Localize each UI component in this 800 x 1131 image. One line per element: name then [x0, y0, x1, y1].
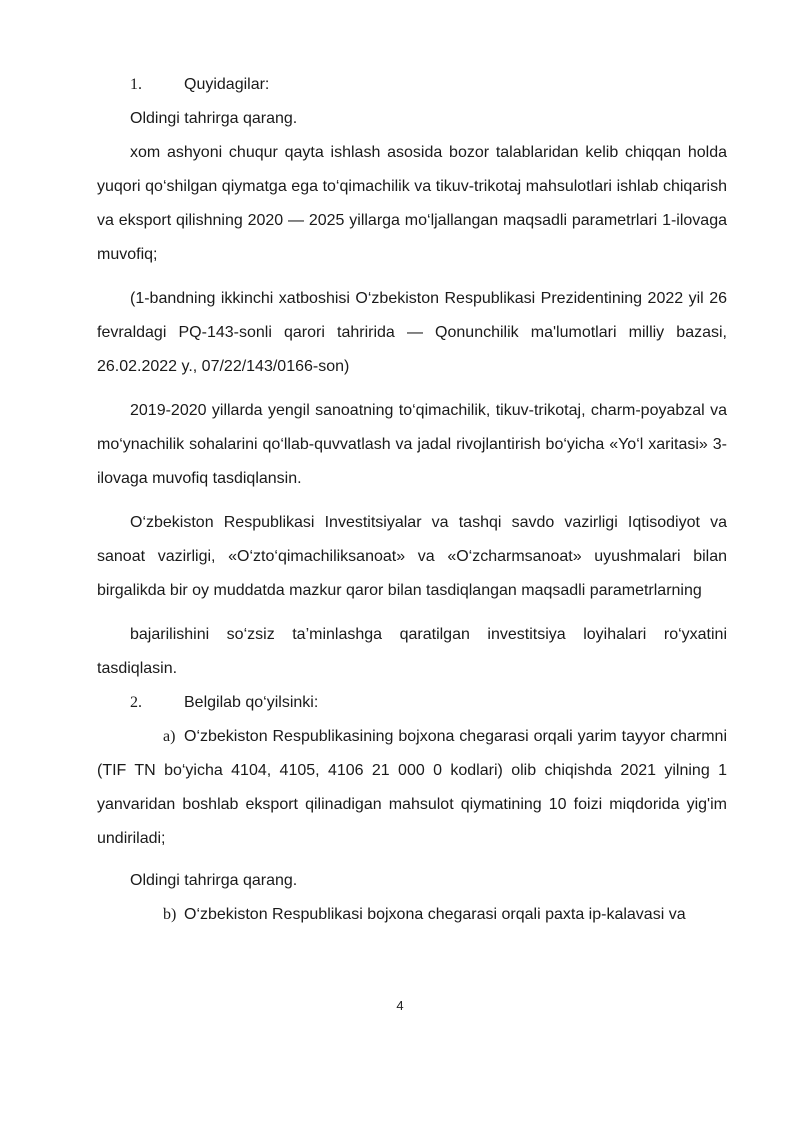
sub-item-marker: b) [163, 906, 177, 923]
sub-item-a [97, 720, 727, 856]
page-number: 4 [396, 998, 404, 1013]
list-item-number: 2. [130, 694, 142, 711]
sub-item-marker: a) [163, 728, 176, 745]
document-body [97, 68, 727, 932]
paragraph-raw-material: xom ashyoni chuqur qayta ishlash asosida bozor talablaridan kelib chiqqan holda yuqori qo‘shilgan qiymatga ega to‘qimachilik va tikuv-trikotaj mahsulotlari ishlab chiqarish va eksport qilishning 2020 — 2025 yillarga mo‘ljallangan maqsadli parametrlari 1-ilovaga muvofiq; [97, 144, 727, 263]
paragraph-amendment-note: (1-bandning ikkinchi xatboshisi O‘zbekiston Respublikasi Prezidentining 2022 yil 26 fevraldagi PQ-143-sonli qarori tahririda — Qonunchilik ma'lumotlari milliy bazasi, 26.02.2022 y., 07/22/143/0166-son) [97, 290, 727, 375]
paragraph-roadmap: 2019-2020 yillarda yengil sanoatning to‘qimachilik, tikuv-trikotaj, charm-poyabzal va mo‘ynachilik sohalarini qo‘llab-quvvatlash va jadal rivojlantirish bo‘yicha «Yo‘l xaritasi» 3-ilovaga muvofiq tasdiqlansin. [97, 402, 727, 487]
paragraph-execution: bajarilishini so‘zsiz ta’minlashga qaratilgan investitsiya loyihalari ro‘yxatini tasdiqlasin. [97, 626, 727, 677]
list-item-label: Belgilab qo‘yilsinki: [184, 694, 319, 711]
sub-item-text: O‘zbekiston Respublikasining bojxona chegarasi orqali yarim tayyor charmni (TIF TN bo‘yicha 4104, 4105, 4106 21 000 0 kodlari) olib chiqishda 2021 yilning 1 yanvaridan boshlab eksport qilinadigan mahsulot qiymatining 10 foizi miqdorida yig'im undiriladi; [97, 728, 727, 847]
list-item-label: Quyidagilar: [184, 76, 270, 93]
sub-item-text: O‘zbekiston Respublikasi bojxona chegarasi orqali paxta ip-kalavasi va [184, 906, 686, 923]
list-item-1 [97, 68, 727, 102]
sub-item-b [97, 898, 727, 932]
previous-edition-link[interactable]: Oldingi tahrirga qarang. [130, 872, 298, 889]
list-item-2 [97, 686, 727, 720]
list-item-number: 1. [130, 76, 142, 93]
paragraph-ministry: O‘zbekiston Respublikasi Investitsiyalar va tashqi savdo vazirligi Iqtisodiyot va sanoat vazirligi, «O‘zto‘qimachiliksanoat» va «O‘zcharmsanoat» uyushmalari bilan birgalikda bir oy muddatda mazkur qaror bilan tasdiqlangan maqsadli parametrlarning [97, 514, 727, 599]
previous-edition-link[interactable]: Oldingi tahrirga qarang. [130, 110, 298, 127]
